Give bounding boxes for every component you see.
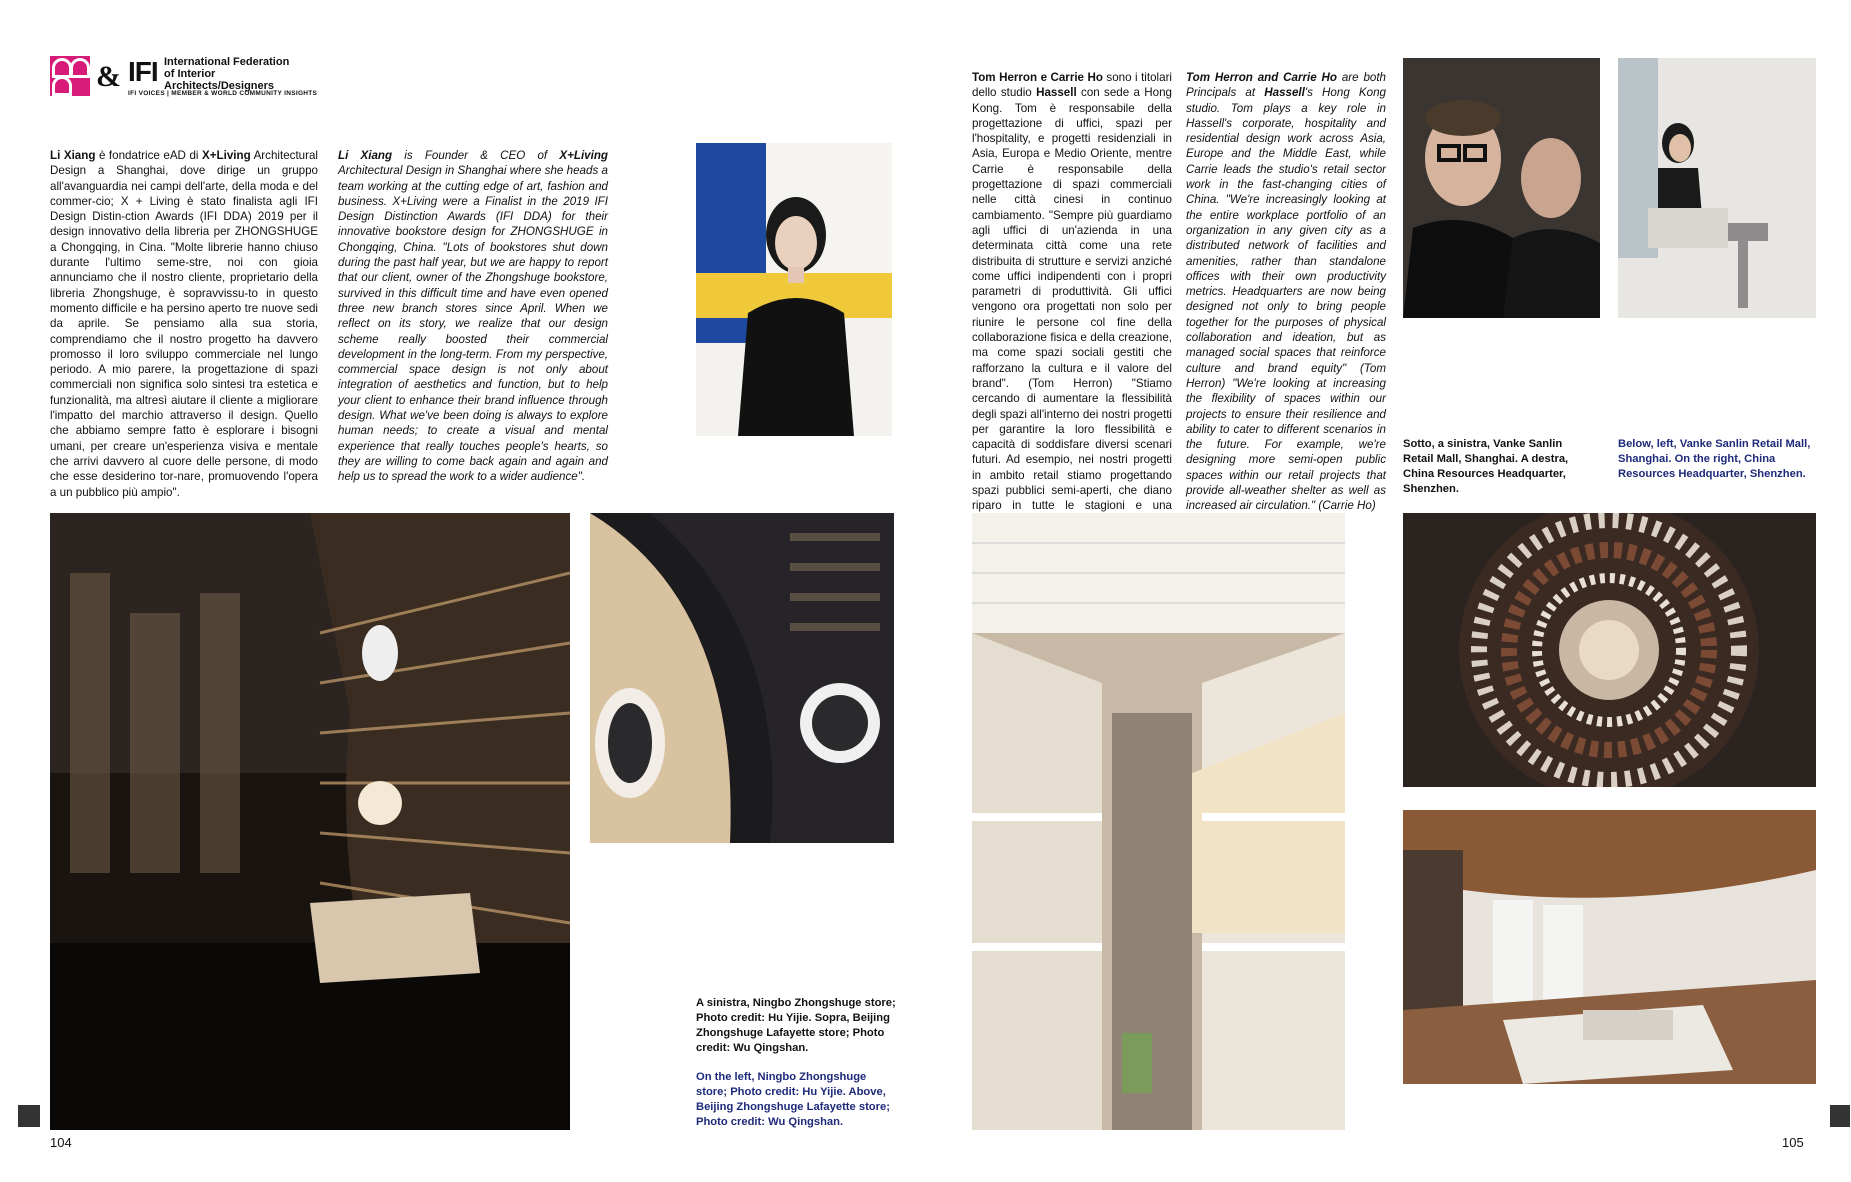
body-text: sono i titolari dello studio <box>972 71 1172 100</box>
author-names: Tom Herron e Carrie Ho <box>972 71 1103 84</box>
right-col-italian <box>972 70 1172 544</box>
ddn-logo <box>50 56 90 96</box>
right-col-english <box>1186 70 1386 514</box>
caption-right-english: Below, left, Vanke Sanlin Retail Mall, Shanghai. On the right, China Resources Headquarter, Shenzhen. <box>1618 438 1811 480</box>
author-name: Li Xiang <box>338 149 393 162</box>
left-col-english <box>338 148 608 485</box>
author-name: Li Xiang <box>50 149 96 162</box>
studio-name: Hassell <box>1036 86 1077 100</box>
body-text: con sede a Hong Kong. Tom è responsabile della progettazione di uffici, spazi per l'hospitality, e progetti residenziali in Asia, Europa e Medio Oriente, mentre Carrie è responsabile della progettazione di spazi commerciali nelle città cinesi in continuo cambiamento. "Sempre più guardiamo agli uffici di un'azienda in una determinata città come una rete distribuita di strutture e servizi anziché come uffici indipendenti con i propri parametri di produttività. Gli uffici vengono ora progettati non solo per riunire le persone col fine della collaborazione fisica e della creazione, ma come spazi sociali gestiti che rafforzano la cultura e il valore del brand". (Tom Herron) "Stiamo cercando di aumentare la flessibilità degli spazi all'interno dei nostri progetti per garantire la loro flessibilità e capacità di soddisfare diversi scenari futuri. Ad esempio, nei nostri progetti in ambito retail stiamo progettando spazi pubblici semi-aperti, che diano riparo in tutte le stagioni e una <box>972 86 1173 513</box>
ifi-name-line2: of Interior Architects/Designers <box>164 68 275 92</box>
studio-name: Hassell <box>1264 86 1305 100</box>
body-text: is Founder & CEO of <box>392 149 560 162</box>
portrait-li-xiang <box>696 143 892 436</box>
ddn-footer-logo <box>18 1105 40 1127</box>
photo-vanke-sanlin-mall <box>972 513 1345 1130</box>
ifi-name-line1: International Federation <box>164 56 290 68</box>
body-text: 's Hong Kong studio. Tom plays a key role in Hassell's corporate, hospitality and residential design work across Asia, Europe and the Middle East, while Carrie leads the studio's retail sector work in the fast-changing cities of China. "We're increasingly looking at the entire workplace portfolio of an organization in any given city as a distributed network of facilities and amenities, rather than standalone offices with their own productivity metrics. Headquarters are now being designed not only to bring people together for the purposes of physical collaboration and ideation, but as managed social spaces that reinforce culture and brand equity" (Tom Herron) "We're looking at increasing the flexibility of spaces within our projects to ensure their resilience and ability to cater to different scenarios in the future. For example, we're designing more semi-open public spaces within our retail projects that provide all-weather shelter as well as increased air circulation." (Carrie Ho) <box>1186 86 1387 513</box>
author-names: Tom Herron and Carrie Ho <box>1186 71 1337 84</box>
body-text: Architectural Design a Shanghai, dove dirige un gruppo all'avanguardia nei campi dell'arte, della moda e del commer-cio; X + Living è stato finalista agli IFI Design Distin-ction Awards (IFI DDA) 2019 per il design innovativo della libreria per ZHONGSHUGE a Chongqing, in Cina. "Molte librerie hanno chiuso durante l'ultimo seme-stre, noi con gioia annunciamo che il nostro cliente, proprietario della libreria Zhongshuge, è sopravvissu-to in questo momento difficile e ha persino aperto tre nuove sedi da aprile. Se pensiamo alla sua storia, comprendiamo che il nostro progetto ha davvero promosso il loro sviluppo commerciale nel lungo periodo. A mio parere, la progettazione di spazi commerciali non significa solo sintesi tra estetica e funzionalità, ma altresì aiutare il cliente a migliorare l'impatto del marchio attraverso il design. Quello che abbiamo sempre fatto è esplorare i bisogni umani, per creare un'esperienza visiva e mentale che arrivi davvero al cuore delle persone, di modo che esse desiderino tor-nare, promuovendo l'opera a un pubblico più ampio". <box>50 149 319 499</box>
caption-right-italian: Sotto, a sinistra, Vanke Sanlin Retail Mall, Shanghai. A destra, China Resources Headquarter, Shenzhen. <box>1403 438 1569 495</box>
page-number-right: 105 <box>1782 1135 1804 1150</box>
photo-china-resources-hq <box>1403 810 1816 1084</box>
photo-ningbo-zhongshuge <box>50 513 570 1130</box>
body-text: are both Principals at <box>1186 71 1387 100</box>
body-text: è fondatrice eAD di <box>95 149 203 162</box>
ifi-logo: IFI <box>128 56 158 87</box>
photo-beijing-lafayette <box>590 513 894 843</box>
photo-ceiling-radial <box>1403 513 1816 787</box>
ifi-subtitle: IFI VOICES | MEMBER & WORLD COMMUNITY INSIGHTS <box>128 90 318 97</box>
left-col-italian <box>50 148 318 500</box>
ampersand: & <box>96 60 121 93</box>
brand-name: X+Living <box>559 149 608 162</box>
ddn-footer-logo-right <box>1830 1105 1850 1127</box>
portrait-carrie-ho <box>1618 58 1816 318</box>
portrait-tom-herron <box>1403 58 1600 318</box>
caption-left-english: On the left, Ningbo Zhongshuge store; Photo credit: Hu Yijie. Above, Beijing Zhongshuge Lafayette store; Photo credit: Wu Qingshan. <box>696 1071 890 1128</box>
ifi-full-name <box>164 56 324 92</box>
page-number-left: 104 <box>50 1135 72 1150</box>
body-text: Architectural Design in Shanghai where she heads a team working at the cutting edge of art, fashion and business. X+Living were a Finalist in the 2019 IFI Design Distinction Awards (IFI DDA) for their innovative bookstore design for ZHONGSHUGE in Chongqing, China. "Lots of bookstores shut down during the past half year, but we are happy to report that our client, owner of the Zhongshuge bookstore, survived in this difficult time and have even opened three new branch stores since April. When we reflect on its story, we realize that our design scheme really boosted their commercial development in the long-term. From my perspective, commercial space design is not only about integration of aesthetics and function, but to help your client to enhance their brand influence through design. What we've been doing is always to explore human needs; to create a visual and mental experience that really touches people's hearts, so they are willing to come back again and again and help us to spread the work to a wider audience". <box>338 164 608 484</box>
brand-name: X+Living <box>202 149 251 162</box>
caption-left-italian: A sinistra, Ningbo Zhongshuge store; Photo credit: Hu Yijie. Sopra, Beijing Zhongshuge Lafayette store; Photo credit: Wu Qingshan. <box>696 997 896 1054</box>
